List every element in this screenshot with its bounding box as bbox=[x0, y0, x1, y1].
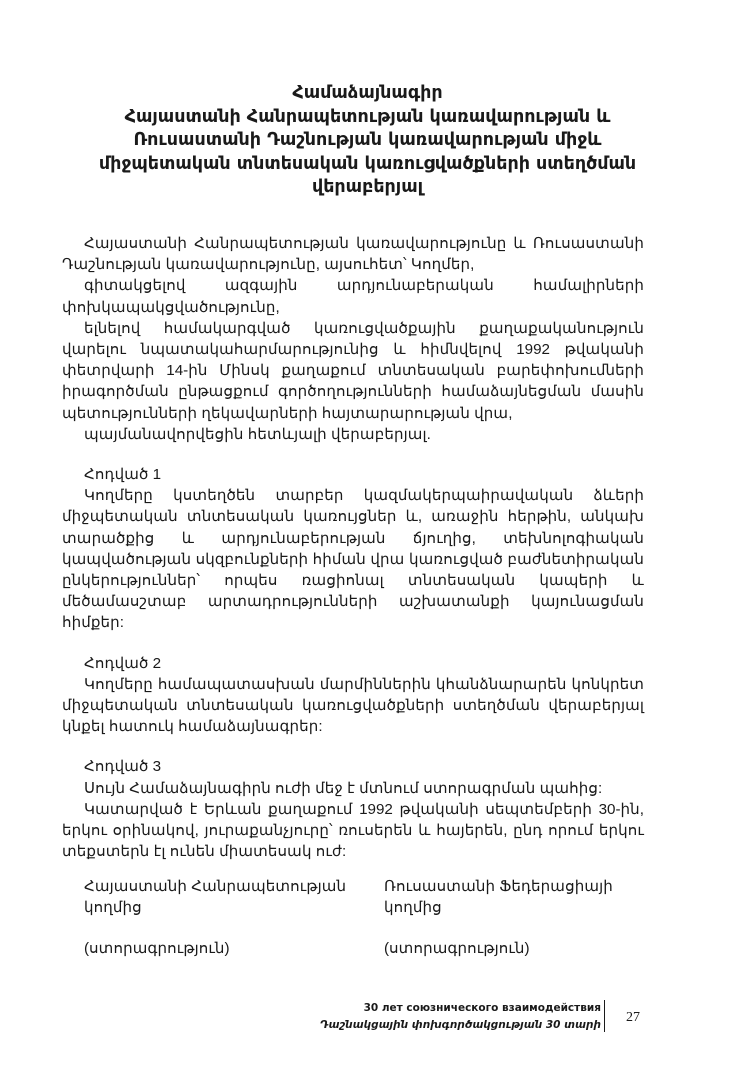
document-body bbox=[62, 233, 644, 862]
page-number: 27 bbox=[626, 1010, 640, 1025]
page-footer bbox=[320, 1000, 601, 1034]
signature-placeholder: (ստորագրություն) bbox=[384, 940, 530, 958]
article-heading: Հոդված 1 bbox=[84, 466, 162, 484]
article-text: Կողմերը համապատասխան մարմիններին կհանձնարարեն կոնկրետ միջպետական տնտեսական կառուցվածքների ստեղծման վերաբերյալ կնքել հատուկ համաձայնագրեր: bbox=[62, 675, 644, 736]
preamble-paragraph: Հայաստանի Հանրապետության կառավարությունը և Ռուսաստանի Դաշնության կառավարությունը, այսուհետ՝ Կողմեր, bbox=[62, 235, 644, 274]
title-line: վերաբերյալ bbox=[311, 177, 424, 197]
title-line: միջպետական տնտեսական կառուցվածքների ստեղծման bbox=[98, 153, 637, 174]
preamble-paragraph: ելնելով համակարգված կառուցվածքային քաղաքականություն վարելու նպատակահարմարությունից և հիմնվելով 1992 թվականի փետրվարի 14-ին Մինսկ քաղաքում տնտեսական բարեփոխումների իրագործման ընթացքում գործողությունների համաձայնեցման մասին պետությունների ղեկավարների հայտարարության վրա, bbox=[62, 319, 644, 422]
article-heading: Հոդված 3 bbox=[84, 758, 162, 776]
signature-block-right bbox=[384, 876, 613, 960]
signature-party: Ռուսաստանի Ֆեդերացիայի bbox=[384, 878, 613, 895]
signature-party: կողմից bbox=[384, 899, 442, 917]
article-text: Սույն Համաձայնագիրն ուժի մեջ է մտնում ստորագրման պահից: bbox=[84, 779, 603, 797]
signature-party: կողմից bbox=[84, 899, 142, 917]
title-line: Համաձայնագիր bbox=[292, 83, 443, 103]
footer-caption-hy: Դաշնակցային փոխգործակցության 30 տարի bbox=[320, 1019, 601, 1031]
preamble-paragraph: գիտակցելով ազգային արդյունաբերական համալիրների փոխկապակցվածությունը, bbox=[62, 277, 644, 316]
article-text: Կողմերը կստեղծեն տարբեր կազմակերպաիրավական ձևերի միջպետական տնտեսական կառույցներ և, առաջին հերթին, անկախ տարածքից և արդյունաբերության ճյուղից, տեխնոլոգիական կապվածության սկզբունքների հիման վրա կառուցված բաժնետիրական ընկերություններ՝ որպես ռացիոնալ տնտեսական կապերի և մեծամասշտաբ արտադրությունների աշխատանքի կայունացման հիմքեր: bbox=[62, 487, 644, 632]
signature-placeholder: (ստորագրություն) bbox=[84, 940, 230, 958]
preamble-paragraph: պայմանավորվեցին հետևյալի վերաբերյալ. bbox=[84, 425, 431, 443]
article-text: Կատարված է Երևան քաղաքում 1992 թվականի սեպտեմբերի 30-ին, երկու օրինակով, յուրաքանչյուրը՝ ռուսերեն և հայերեն, ընդ որում երկու տեքստերն էլ ունեն միատեսակ ուժ: bbox=[62, 800, 644, 861]
document-title bbox=[40, 82, 695, 200]
signature-block-left bbox=[84, 876, 346, 960]
article-heading: Հոդված 2 bbox=[84, 654, 162, 672]
signature-party: Հայաստանի Հանրապետության bbox=[84, 878, 347, 895]
title-line: Հայաստանի Հանրապետության կառավարության և bbox=[124, 106, 611, 127]
title-line: Ռուսաստանի Դաշնության կառավարության միջև bbox=[133, 130, 602, 150]
footer-caption-ru: 30 лет союзнического взаимодействия bbox=[363, 1002, 601, 1014]
footer-divider bbox=[604, 1000, 605, 1032]
